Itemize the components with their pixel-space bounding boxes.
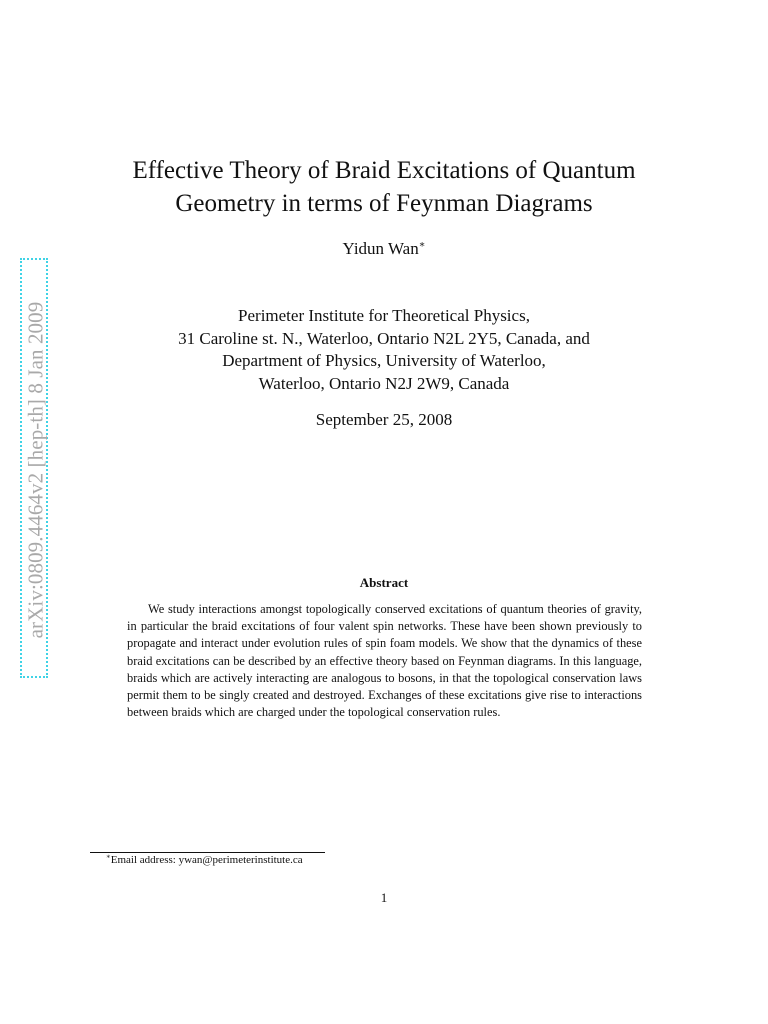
footnote-mark: ∗ [106,852,111,861]
abstract-body: We study interactions amongst topologically conserved excitations of quantum theories of gravity, in particular the braid excitations of four valent spin networks. These have been shown previously to propagate and interact under evolution rules of spin foam models. We show that the dynamics of these braid excitations can be described by an effective theory based on Feynman diagrams. In this language, braids which are actively interacting are analogous to bosons, in that the topological conservation laws permit them to be singly created and destroyed. Exchanges of these excitations give rise to interactions between braids which are charged under the topological conservation rules. [127,602,642,720]
author-footnote-mark: ∗ [418,239,426,251]
title-line-1: Effective Theory of Braid Excitations of Quantum [132,157,636,184]
arxiv-identifier[interactable]: arXiv:0809.4464v2 [hep-th] 8 Jan 2009 [23,301,48,639]
affiliation-line-4: Waterloo, Ontario N2J 2W9, Canada [258,373,510,393]
author-name: Yidun Wan [342,239,419,258]
affiliation-line-1: Perimeter Institute for Theoretical Physics, [238,306,530,325]
affiliation [84,305,684,395]
paper-date: September 25, 2008 [315,410,453,429]
footnote [106,853,303,867]
arxiv-stamp-box [20,258,48,678]
title-line-2: Geometry in terms of Feynman Diagrams [175,190,593,217]
footnote-text: Email address: ywan@perimeterinstitute.ca [110,854,303,866]
author [84,238,684,260]
page-number: 1 [380,890,388,905]
paper-title [84,154,684,220]
affiliation-line-2: 31 Caroline st. N., Waterloo, Ontario N2L 2Y5, Canada, and [178,328,590,348]
abstract-heading: Abstract [359,575,409,590]
affiliation-line-3: Department of Physics, University of Waterloo, [222,351,546,370]
